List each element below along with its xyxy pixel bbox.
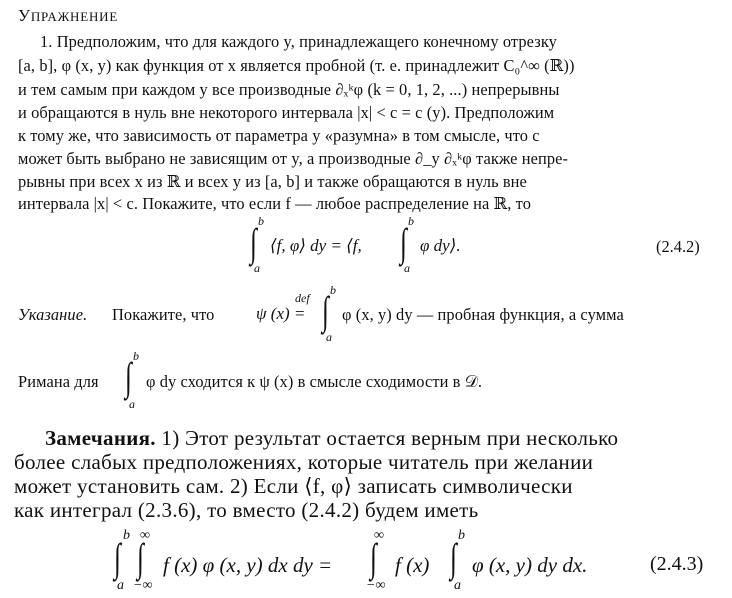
eq2-upper-limit-2: ∞ (140, 528, 150, 543)
integral-sign: ∫ (125, 354, 132, 399)
hint-text: Покажите, что (112, 305, 215, 324)
eq2-lower-limit-3: −∞ (366, 578, 386, 593)
integral-sign: ∫ (137, 535, 144, 580)
eq2-rhs: φ (x, y) dy dx. (472, 553, 588, 577)
eq1-rhs: φ dy⟩. (420, 236, 461, 255)
eq2-upper-limit-4: b (458, 528, 465, 543)
hint-label: Указание. (18, 305, 88, 324)
hint2-lower-limit: a (129, 397, 135, 411)
integral-sign: ∫ (114, 535, 121, 580)
remarks-line-4: как интеграл (2.3.6), то вместо (2.4.2) будем иметь (14, 498, 479, 522)
exercise-line-2: [a, b], φ (x, y) как функция от x является пробной (т. е. принадлежит C₀^∞ (ℝ)) (18, 56, 575, 75)
exercise-line-5: к тому же, что зависимость от параметра y «разумна» в том смысле, что c (18, 126, 540, 145)
remarks-line-3: может установить сам. 2) Если ⟨f, φ⟩ записать символически (14, 474, 573, 498)
eq2-lower-limit-1: a (117, 578, 124, 593)
eq2-upper-limit-3: ∞ (374, 528, 384, 543)
exercise-heading: УПРАЖНЕНИЕ (18, 6, 119, 25)
eq2-upper-limit-1: b (123, 528, 130, 543)
hint-upper-limit: b (330, 283, 336, 297)
equation-number: (2.4.2) (656, 237, 700, 256)
eq2-lhs: f (x) φ (x, y) dx dy = (163, 553, 333, 577)
exercise-line-4: и обращаются в нуль вне некоторого интервала |x| < c = c (y). Предположим (18, 103, 555, 122)
hint-lower-limit: a (326, 330, 332, 344)
integral-sign: ∫ (450, 535, 457, 580)
eq1-lower-limit: a (254, 261, 260, 275)
exercise-line-8: интервала |x| < c. Покажите, что если f — любое распределение на ℝ, то (18, 194, 532, 213)
remarks-line-2: более слабых предположениях, которые читатель при желании (14, 450, 594, 474)
eq1-upper-limit: b (258, 214, 264, 228)
eq2-lower-limit-4: a (454, 578, 461, 593)
hint-line-2-body: φ dy сходится к ψ (x) в смысле сходимости в 𝒟. (146, 372, 483, 391)
integral-sign: ∫ (370, 535, 377, 580)
psi-definition: ψ (x) = (256, 304, 306, 323)
hint2-upper-limit: b (133, 349, 139, 363)
exercise-line-7: рывны при всех x из ℝ и всех y из [a, b] и также обращаются в нуль вне (18, 172, 527, 191)
eq2-lower-limit-2: −∞ (133, 578, 153, 593)
remarks-label: Замечания. (45, 426, 156, 450)
integral-sign: ∫ (250, 220, 257, 265)
exercise-line-3: и тем самым при каждом y все производные ∂ₓᵏφ (k = 0, 1, 2, ...) непрерывны (18, 80, 560, 99)
exercise-line-1: 1. Предположим, что для каждого y, принадлежащего конечному отрезку (40, 32, 557, 51)
hint-body: φ (x, y) dy — пробная функция, а сумма (342, 305, 624, 324)
eq1-rhs-lower-limit: a (404, 261, 410, 275)
hint-line-2-prefix: Римана для (18, 372, 99, 391)
exercise-line-6: может быть выбрано не зависящим от y, а производные ∂_y ∂ₓᵏφ также непре- (18, 149, 569, 168)
equation-number: (2.4.3) (650, 553, 704, 575)
eq1-lhs: ⟨f, φ⟩ dy = ⟨f, (270, 236, 362, 255)
eq1-rhs-upper-limit: b (408, 214, 414, 228)
eq2-mid: f (x) (395, 553, 430, 577)
integral-sign: ∫ (400, 220, 407, 265)
remarks-line-1: Замечания. 1) Этот результат остается верным при несколько (45, 426, 619, 450)
integral-sign: ∫ (322, 288, 329, 333)
def-label: def (295, 291, 310, 305)
